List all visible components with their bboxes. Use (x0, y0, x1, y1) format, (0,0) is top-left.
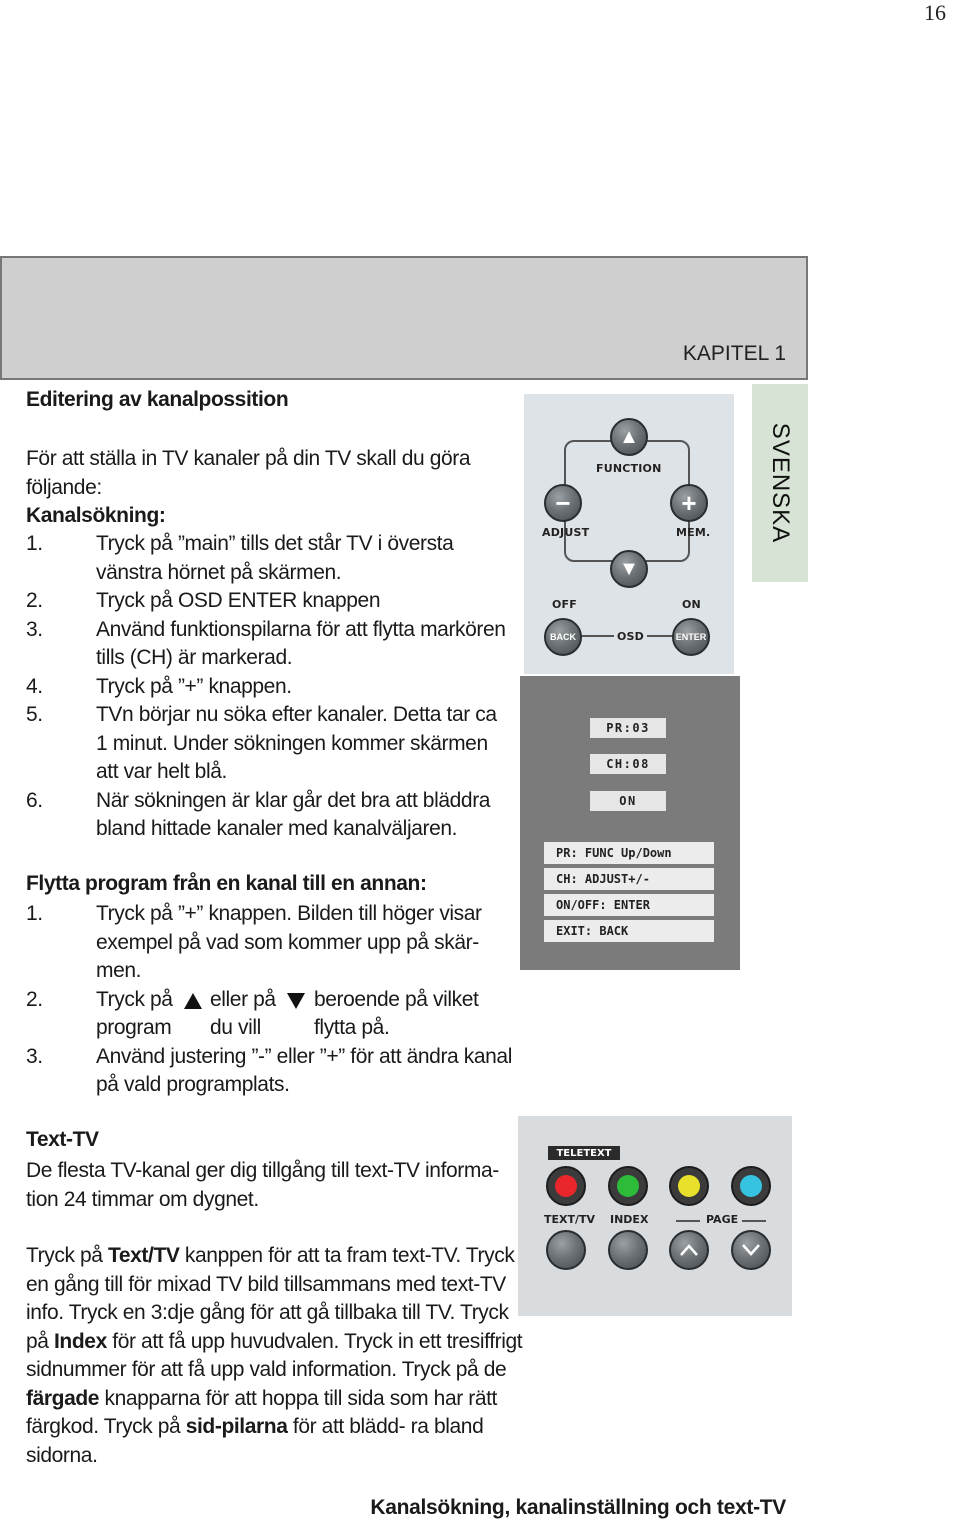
osd-help-line: EXIT: BACK (544, 920, 714, 942)
section-title-editing: Editering av kanalpossition (26, 388, 289, 411)
index-button (608, 1230, 648, 1270)
off-label: OFF (552, 598, 577, 611)
list-item: 3. Använd funktionspilarna för att flytta markören tills (CH) är markerad. (26, 617, 506, 669)
search-steps-list (26, 530, 521, 844)
down-triangle-icon (286, 992, 306, 1010)
text-tv-label: TEXT/TV (544, 1213, 596, 1226)
list-item: 2. Tryck på eller på beroende på vilket program du vill flytta på. (26, 987, 479, 1039)
up-arrow-button: ▲ (610, 418, 648, 456)
blue-button (731, 1166, 771, 1206)
plus-button: + (670, 484, 708, 522)
minus-button: − (544, 484, 582, 522)
move-steps-list (26, 900, 521, 1100)
red-dot (555, 1175, 577, 1197)
section-title-teletext: Text-TV (26, 1128, 99, 1151)
green-button (608, 1166, 648, 1206)
teletext-intro: De flesta TV-kanal ger dig tillgång till text-TV informa- tion 24 timmar om dygnet. (26, 1159, 499, 1211)
up-triangle-icon (183, 992, 203, 1010)
teletext-instructions: Tryck på Text/TV kanppen för att ta fram text-TV. Tryck en gång till för mixad TV bild tillsammans med text-TV info. Tryck en 3:dje gång för att gå tillbaka till TV. Tryck på Index för att få upp huvudvalen. Tryck in ett tresiffrigt sidnummer för att få upp vald information. Tryck på de färgade knapparna för att hoppa till sida som har rätt färgkod. Tryck på sid-pilarna för att blädd- ra bland sidorna. (26, 1244, 523, 1467)
text-tv-button (546, 1230, 586, 1270)
remote-control-image (524, 394, 734, 674)
list-item: 3. Använd justering ”-” eller ”+” för att ändra kanal på vald programplats. (26, 1044, 512, 1096)
down-arrow-button: ▼ (610, 550, 648, 588)
intro-paragraph: För att ställa in TV kanaler på din TV skall du göra följande: (26, 447, 471, 499)
language-tab-label: SVENSKA (767, 422, 794, 544)
green-dot (617, 1175, 639, 1197)
osd-pr-value: PR:03 (590, 718, 666, 738)
chapter-header (0, 256, 808, 380)
osd-ch-value: CH:08 (590, 754, 666, 774)
chevron-down-icon (741, 1243, 761, 1257)
list-item: 2. Tryck på OSD ENTER knappen (26, 589, 381, 612)
channel-search-subtitle: Kanalsökning: (26, 504, 166, 527)
page-down-button (731, 1230, 771, 1270)
osd-screen-image (520, 676, 740, 970)
list-item: 1. Tryck på ”+” knappen. Bilden till höger visar exempel på vad som kommer upp på skär- men. (26, 902, 482, 982)
index-label: INDEX (610, 1213, 649, 1226)
language-tab (752, 384, 808, 582)
section-title-move-program: Flytta program från en kanal till en annan: (26, 872, 427, 895)
osd-label: OSD (614, 630, 647, 643)
mem-label: MEM. (676, 526, 711, 539)
function-label: FUNCTION (596, 462, 662, 475)
page-up-button (669, 1230, 709, 1270)
osd-help-line: CH: ADJUST+/- (544, 868, 714, 890)
yellow-dot (678, 1175, 700, 1197)
osd-on-value: ON (590, 791, 666, 811)
yellow-button (669, 1166, 709, 1206)
enter-button: ENTER (672, 618, 710, 656)
list-item: 1. Tryck på ”main” tills det står TV i översta vänstra hörnet på skärmen. (26, 532, 454, 584)
teletext-buttons-image (518, 1116, 792, 1316)
osd-help-line: ON/OFF: ENTER (544, 894, 714, 916)
back-button: BACK (544, 618, 582, 656)
adjust-label: ADJUST (542, 526, 590, 539)
chevron-up-icon (679, 1243, 699, 1257)
page-label: PAGE (706, 1213, 739, 1226)
blue-dot (740, 1175, 762, 1197)
osd-help-line: PR: FUNC Up/Down (544, 842, 714, 864)
list-item: 6. När sökningen är klar går det bra att bläddra bland hittade kanaler med kanalväljaren. (26, 788, 491, 840)
teletext-badge: TELETEXT (548, 1146, 620, 1160)
red-button (546, 1166, 586, 1206)
page-footer: Kanalsökning, kanalinställning och text-TV (370, 1496, 786, 1519)
on-label: ON (682, 598, 701, 611)
chapter-label: KAPITEL 1 (682, 342, 786, 365)
page-line-left (676, 1220, 700, 1222)
page-number: 16 (924, 0, 946, 25)
page-line-right (742, 1220, 766, 1222)
list-item: 5. TVn börjar nu söka efter kanaler. Detta tar ca 1 minut. Under sökningen kommer skärmen att var helt blå. (26, 703, 497, 783)
list-item: 4. Tryck på ”+” knappen. (26, 674, 292, 698)
